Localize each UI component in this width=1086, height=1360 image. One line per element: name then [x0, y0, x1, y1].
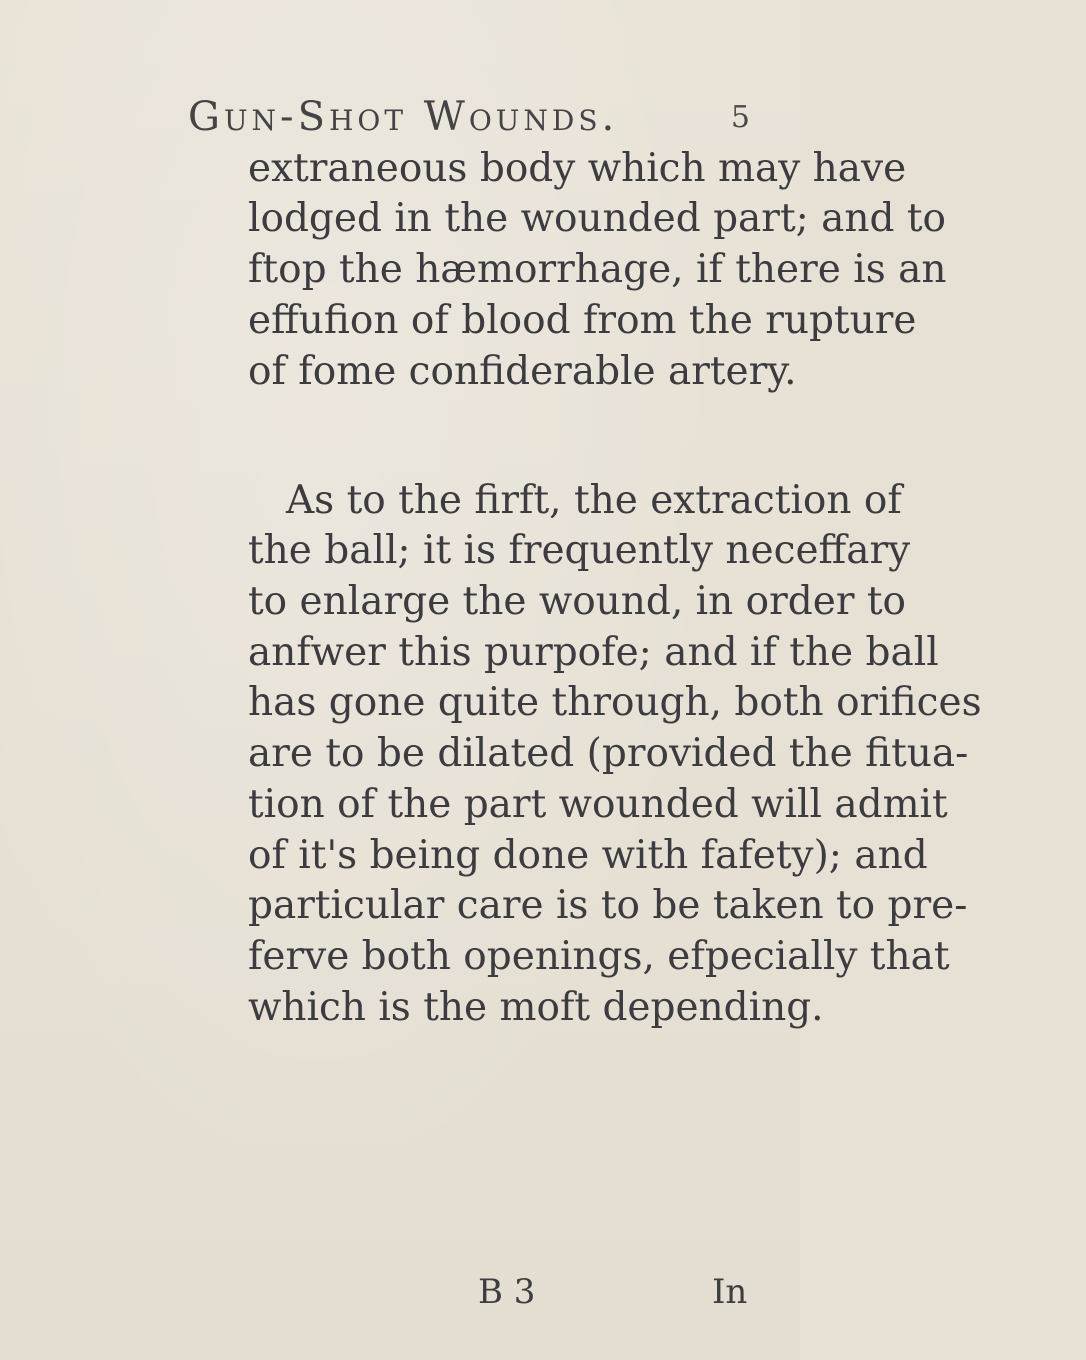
text-line: effufion of blood from the rupture	[248, 298, 917, 343]
page-footer	[0, 1272, 800, 1332]
text-line: ferve both openings, efpecially that	[248, 934, 950, 979]
text-line: tion of the part wounded will admit	[248, 782, 948, 827]
text-line: are to be dilated (provided the fitua-	[248, 731, 969, 776]
text-line: anfwer this purpofe; and if the ball	[248, 630, 939, 675]
text-line: particular care is to be taken to pre-	[248, 883, 968, 928]
text-line: lodged in the wounded part; and to	[248, 196, 947, 241]
text-line: to enlarge the wound, in order to	[248, 579, 907, 624]
text-line: which is the moft depending.	[248, 985, 824, 1030]
text-line: extraneous body which may have	[248, 146, 907, 191]
text-line: the ball; it is frequently neceffary	[248, 528, 911, 573]
catchword: In	[712, 1272, 748, 1312]
text-line: of it's being done with fafety); and	[248, 833, 928, 878]
text-line: As to the firft, the extraction of	[286, 478, 902, 523]
text-line: ftop the hæmorrhage, if there is an	[248, 247, 947, 292]
page-number: 5	[730, 100, 750, 135]
signature-mark: B 3	[478, 1272, 536, 1312]
running-title: Gun-Shot Wounds.	[188, 94, 619, 140]
text-line: of fome confiderable artery.	[248, 349, 797, 394]
text-line: has gone quite through, both orifices	[248, 680, 982, 725]
